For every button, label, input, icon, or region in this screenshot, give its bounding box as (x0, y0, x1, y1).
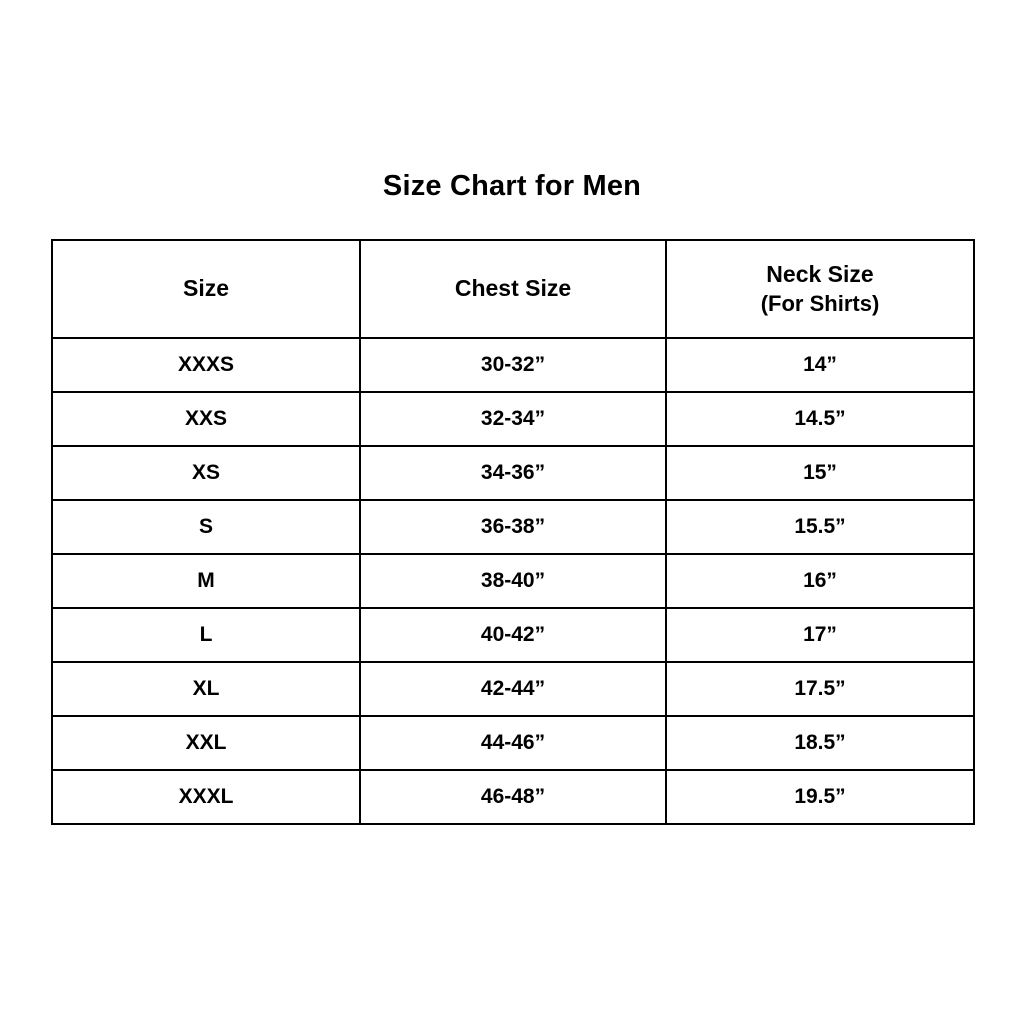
column-header-size (52, 240, 360, 338)
table-row (52, 446, 974, 500)
cell-chest: 32-34” (360, 392, 666, 446)
column-header-neck-sublabel: (For Shirts) (760, 290, 880, 316)
size-chart-table-container (51, 239, 973, 825)
table-row (52, 770, 974, 824)
size-chart-table (51, 239, 975, 825)
column-header-neck-label: Neck Size (766, 261, 874, 288)
cell-size: XXL (52, 716, 360, 770)
cell-neck: 14” (666, 338, 974, 392)
cell-chest: 40-42” (360, 608, 666, 662)
table-row (52, 662, 974, 716)
cell-chest: 46-48” (360, 770, 666, 824)
column-header-chest-label: Chest Size (454, 275, 572, 302)
table-header-row (52, 240, 974, 338)
cell-neck: 17” (666, 608, 974, 662)
column-header-size-label: Size (182, 275, 230, 302)
table-row (52, 554, 974, 608)
page-title: Size Chart for Men (382, 170, 642, 202)
cell-size: XS (52, 446, 360, 500)
table-row (52, 338, 974, 392)
cell-chest: 34-36” (360, 446, 666, 500)
cell-size: M (52, 554, 360, 608)
cell-neck: 15” (666, 446, 974, 500)
table-body (52, 338, 974, 824)
column-header-neck (666, 240, 974, 338)
cell-neck: 19.5” (666, 770, 974, 824)
table-row (52, 716, 974, 770)
cell-chest: 42-44” (360, 662, 666, 716)
cell-neck: 18.5” (666, 716, 974, 770)
cell-chest: 36-38” (360, 500, 666, 554)
cell-chest: 30-32” (360, 338, 666, 392)
cell-size: L (52, 608, 360, 662)
column-header-chest (360, 240, 666, 338)
cell-chest: 38-40” (360, 554, 666, 608)
table-header (52, 240, 974, 338)
cell-size: XXXS (52, 338, 360, 392)
cell-neck: 17.5” (666, 662, 974, 716)
cell-size: XXXL (52, 770, 360, 824)
table-row (52, 608, 974, 662)
cell-neck: 16” (666, 554, 974, 608)
table-row (52, 500, 974, 554)
cell-chest: 44-46” (360, 716, 666, 770)
cell-size: XXS (52, 392, 360, 446)
cell-size: S (52, 500, 360, 554)
cell-size: XL (52, 662, 360, 716)
cell-neck: 15.5” (666, 500, 974, 554)
cell-neck: 14.5” (666, 392, 974, 446)
table-row (52, 392, 974, 446)
